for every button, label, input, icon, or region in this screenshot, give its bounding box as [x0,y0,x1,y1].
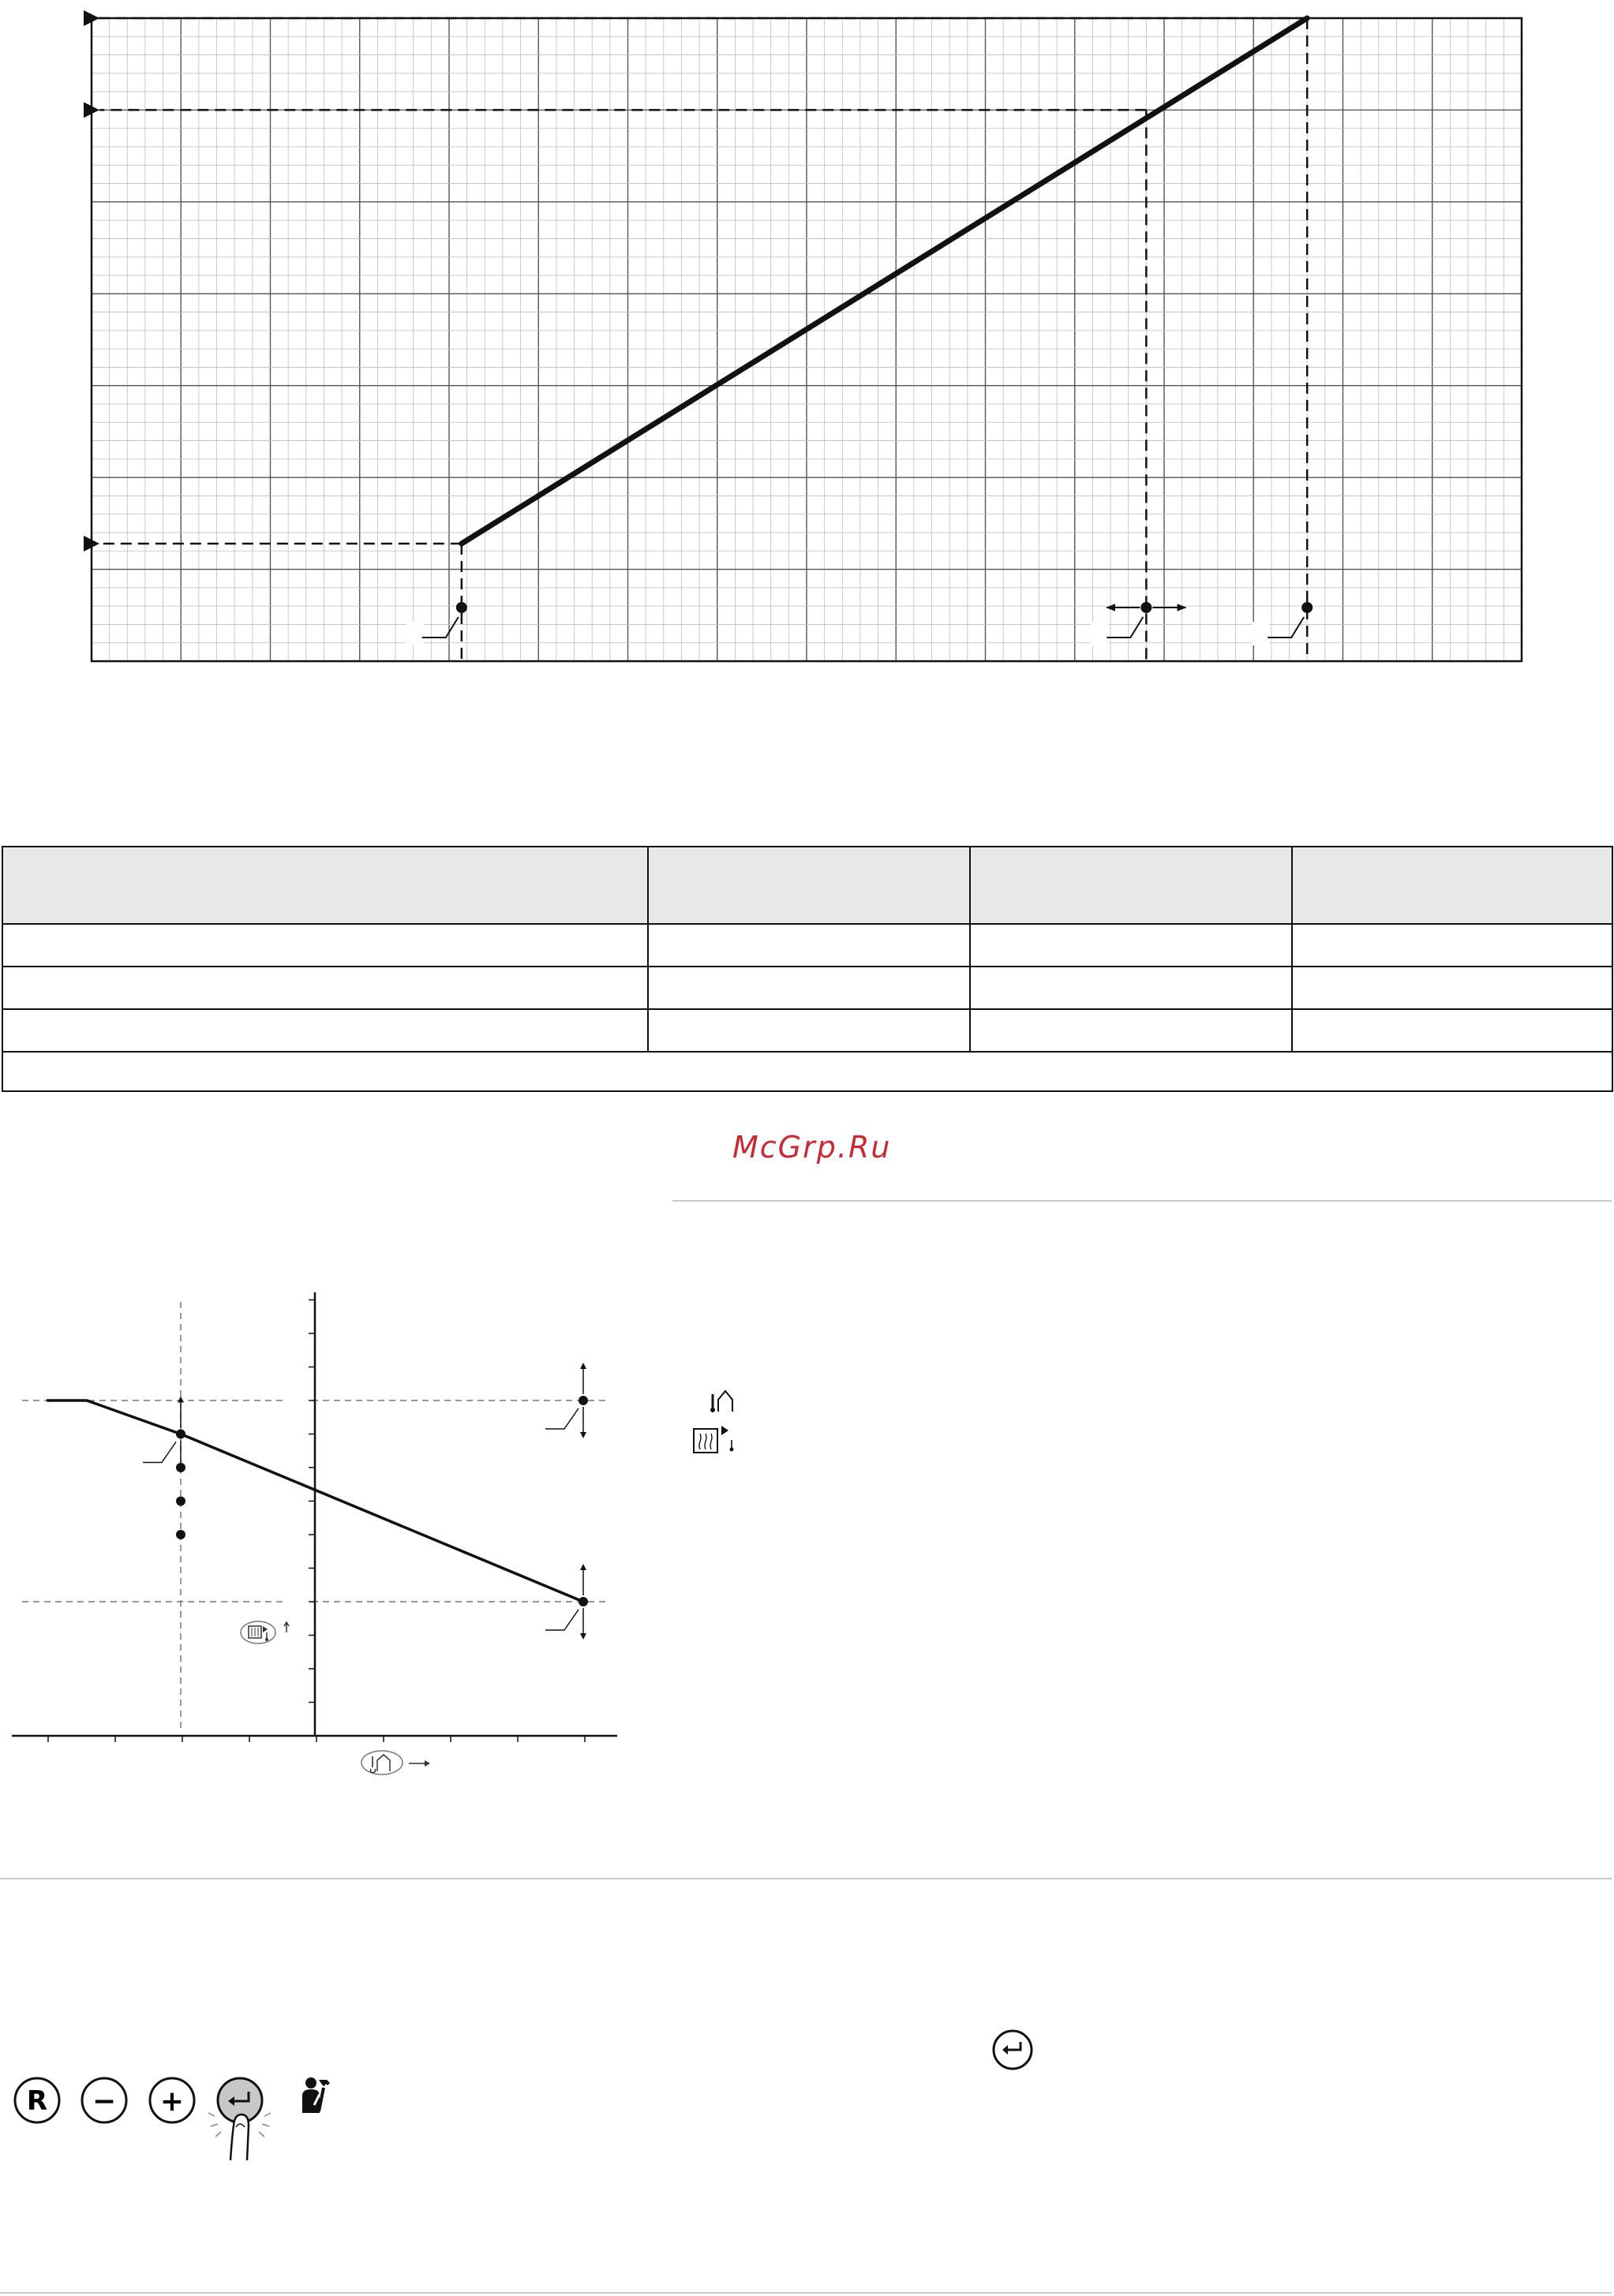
arrow-head [580,1363,586,1369]
table-cell [1292,1009,1612,1052]
reset-button[interactable] [15,2078,59,2122]
outdoor-temperature-icon [710,1391,732,1412]
point-marker [456,602,467,613]
minus-icon: − [92,2085,117,2118]
table-cell [2,1009,648,1052]
parameter-table [2,846,1613,1092]
point-marker [579,1597,588,1606]
table-row [2,967,1612,1009]
point-marker [176,1463,185,1472]
label-mask [1091,622,1108,645]
leader-line [1268,617,1304,638]
point-marker [1301,602,1313,613]
table-cell [1292,967,1612,1009]
table-row [2,924,1612,967]
chart-series [462,18,1307,544]
finger-press-icon [208,2113,271,2160]
chart-markers [406,602,1313,645]
table-cell [2,924,648,967]
heating-curve-chart [0,1278,631,1799]
top-line-chart [0,0,1614,679]
point-marker [176,1497,185,1506]
plus-button[interactable] [150,2078,194,2122]
leader-line [545,1408,579,1429]
chart-axes [12,1278,617,1742]
leader-line [143,1442,176,1463]
table-header-cell [2,847,648,924]
control-panel [8,2059,355,2162]
leader-line [1107,617,1143,638]
divider [0,2292,1612,2294]
table-footer-row [2,1052,1612,1091]
chart-markers [143,1363,588,1640]
enter-icon [990,2028,1035,2072]
point-marker [176,1430,185,1439]
legend-icons [687,1385,750,1464]
radiator-flow-temperature-icon [241,1621,289,1643]
table-cell [970,1009,1292,1052]
series-line [462,18,1307,544]
table-header-cell [1292,847,1612,924]
arrow-head [178,1397,184,1403]
leader-line [422,617,459,638]
point-marker [579,1396,588,1405]
leader-line [545,1610,579,1630]
divider [672,1200,1612,1202]
table-cell [648,967,970,1009]
point-marker [176,1530,185,1539]
dashed-guides [99,18,1307,661]
table-row [2,1009,1612,1052]
minus-button[interactable] [82,2078,126,2122]
table-header-row [2,847,1612,924]
watermark: McGrp.Ru [732,1130,892,1165]
table-cell [648,924,970,967]
table-header-cell [648,847,970,924]
arrow-head [580,1633,586,1640]
label-mask [1252,622,1269,645]
outdoor-temperature-icon [361,1751,430,1774]
table-footer-cell [2,1052,1612,1091]
point-marker [1140,602,1152,613]
table-cell [970,924,1292,967]
table-header-cell [970,847,1292,924]
installer-icon [302,2077,330,2113]
table-cell [2,967,648,1009]
radiator-flow-temperature-icon [694,1426,734,1453]
divider [0,1878,1612,1879]
table-cell [648,1009,970,1052]
reset-icon: R [26,2085,48,2117]
arrow-head [580,1564,586,1570]
label-mask [406,622,424,645]
table-cell [970,967,1292,1009]
arrow-head [580,1432,586,1438]
table-cell [1292,924,1612,967]
plus-icon: + [159,2085,185,2118]
